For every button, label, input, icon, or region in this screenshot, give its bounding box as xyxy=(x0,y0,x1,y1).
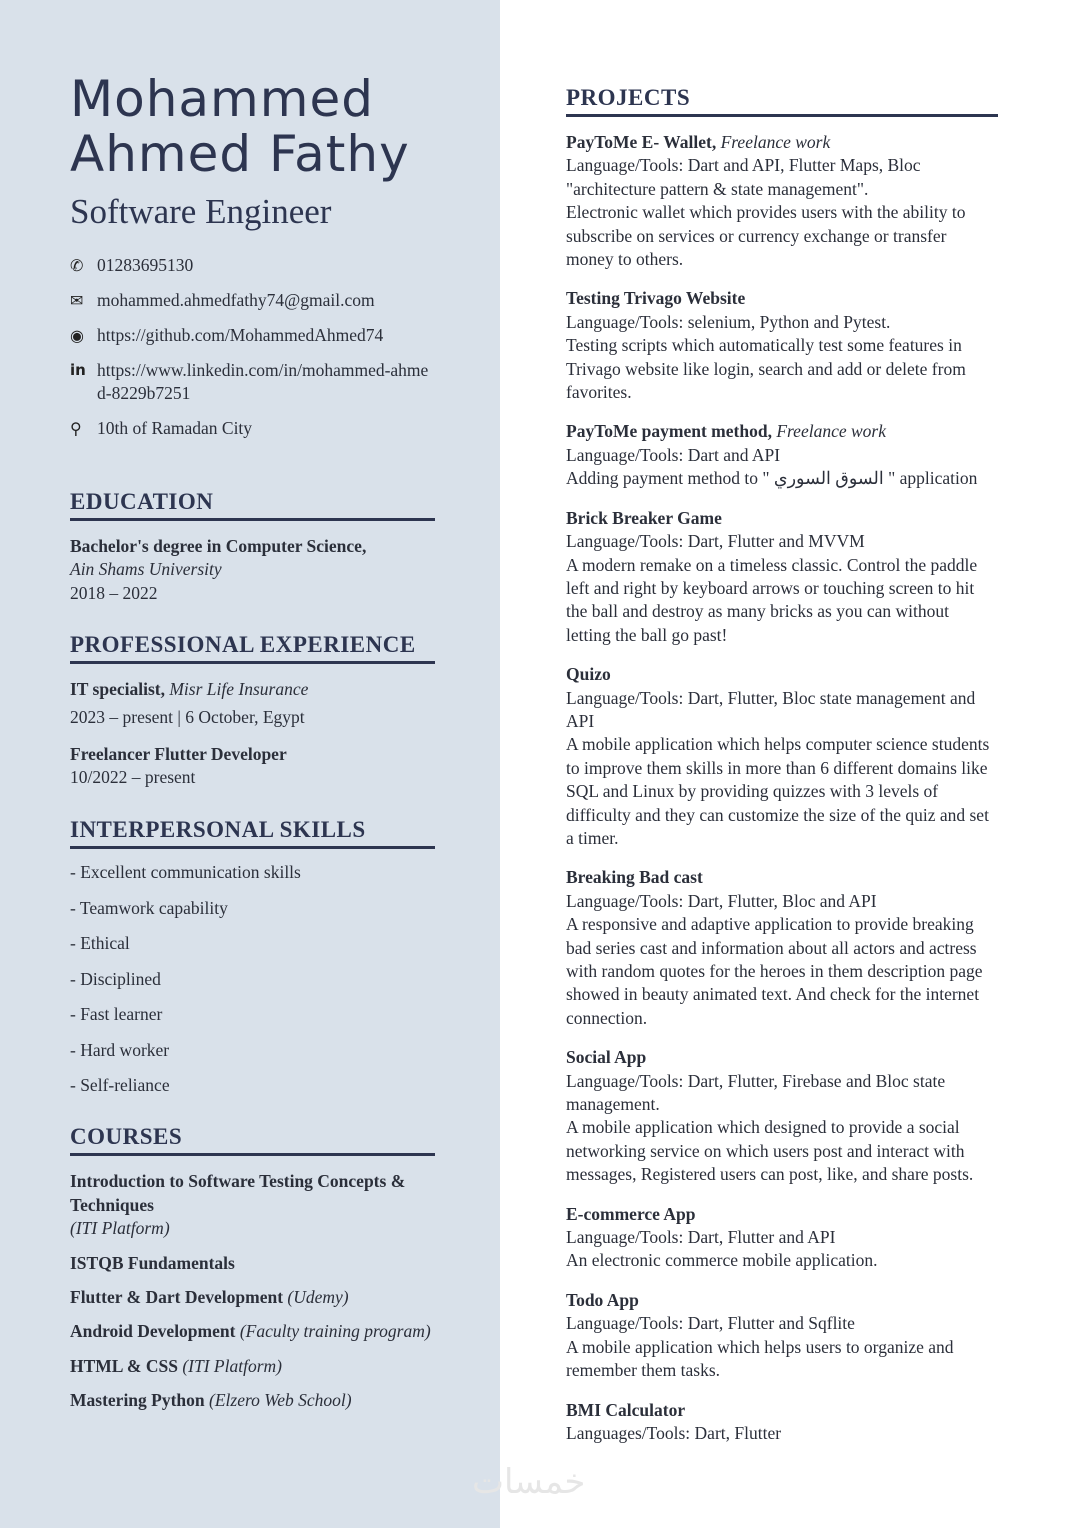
course-provider: (ITI Platform) xyxy=(70,1218,170,1239)
project-tag: Freelance work xyxy=(720,132,831,152)
job-title: Software Engineer xyxy=(70,192,332,231)
job-title: IT specialist, xyxy=(70,679,165,700)
contact-github xyxy=(70,324,435,347)
project-title: PayToMe payment method, xyxy=(566,421,772,442)
phone-number: 01283695130 xyxy=(97,255,194,275)
courses-section xyxy=(70,1123,435,1412)
section-heading: PROFESSIONAL EXPERIENCE xyxy=(70,631,435,664)
course-item xyxy=(70,1320,435,1343)
project-title: E-commerce App xyxy=(566,1203,696,1224)
course-title: HTML & CSS xyxy=(70,1355,178,1376)
name-line: Mohammed xyxy=(70,70,374,128)
project-description: An electronic commerce mobile application. xyxy=(566,1250,878,1271)
section-heading: INTERPERSONAL SKILLS xyxy=(70,816,435,849)
project-title: Quizo xyxy=(566,664,611,685)
project-item xyxy=(566,1289,998,1383)
email-icon: ✉ xyxy=(70,291,84,310)
course-item xyxy=(70,1389,435,1412)
course-item xyxy=(70,1252,435,1275)
project-title: Social App xyxy=(566,1047,647,1068)
project-description: Language/Tools: Dart and API, Flutter Maps, Bloc "architecture pattern & state management". xyxy=(566,155,921,199)
project-description: Language/Tools: Dart, Flutter and MVVM xyxy=(566,531,865,552)
github-icon: ◉ xyxy=(70,326,84,345)
project-header xyxy=(566,663,998,686)
project-item xyxy=(566,1399,998,1446)
section-heading: EDUCATION xyxy=(70,488,435,521)
project-title: Todo App xyxy=(566,1289,639,1310)
project-header xyxy=(566,1203,998,1226)
linkedin-icon: in xyxy=(70,361,86,379)
skill-item: - Teamwork capability xyxy=(70,897,228,918)
project-description: Language/Tools: Dart, Flutter, Bloc state management and API xyxy=(566,687,976,731)
name-line: Ahmed Fathy xyxy=(70,125,410,183)
project-description: Language/Tools: selenium, Python and Pytest. xyxy=(566,311,891,332)
location-icon: ⚲ xyxy=(70,419,82,438)
project-description: Language/Tools: Dart, Flutter, Bloc and API xyxy=(566,890,877,911)
job-details: 10/2022 – present xyxy=(70,767,196,788)
skill-item: - Excellent communication skills xyxy=(70,862,301,883)
sidebar-content xyxy=(70,72,435,1413)
project-header xyxy=(566,866,998,889)
project-header xyxy=(566,420,998,443)
project-item xyxy=(566,287,998,404)
course-item xyxy=(70,1170,435,1240)
school: Ain Shams University xyxy=(70,559,222,580)
project-item xyxy=(566,420,998,490)
contact-location xyxy=(70,417,435,440)
project-list xyxy=(566,131,998,1445)
section-heading: COURSES xyxy=(70,1123,435,1156)
location: 10th of Ramadan City xyxy=(97,418,253,438)
contact-phone xyxy=(70,254,435,277)
skill-item: - Hard worker xyxy=(70,1039,170,1060)
project-description: A modern remake on a timeless classic. Control the paddle left and right by keyboard arrows or touching screen to hit the ball and destroy as many bricks as you can without letting the ball go past! xyxy=(566,554,978,645)
job-title: Freelancer Flutter Developer xyxy=(70,744,287,765)
contact-list xyxy=(70,254,435,440)
project-description: A mobile application which helps users to organize and remember them tasks. xyxy=(566,1336,954,1381)
course-title: Introduction to Software Testing Concepts & Techniques xyxy=(70,1171,406,1215)
skill-item: - Fast learner xyxy=(70,1004,163,1025)
project-description: Electronic wallet which provides users with the ability to subscribe on services or currency exchange or transfer money to others. xyxy=(566,202,966,270)
job-details: 2023 – present | 6 October, Egypt xyxy=(70,706,305,727)
project-description: Language/Tools: Dart, Flutter, Firebase and Bloc state management. xyxy=(566,1070,946,1115)
project-header xyxy=(566,507,998,530)
experience-entry xyxy=(70,743,435,790)
skill-item: - Disciplined xyxy=(70,968,161,989)
project-description: A mobile application which helps computer science students to improve them skills in more than 6 different domains like SQL and Linux by providing quizzes with 3 levels of difficulty and they can customize the size of the quiz and set a timer. xyxy=(566,734,990,848)
skill-item: - Ethical xyxy=(70,933,130,954)
course-title: Mastering Python xyxy=(70,1390,205,1411)
phone-icon: ✆ xyxy=(70,256,84,275)
course-title: Flutter & Dart Development xyxy=(70,1286,284,1307)
course-provider: (Faculty training program) xyxy=(239,1321,431,1342)
experience-section xyxy=(70,631,435,790)
project-tag: Freelance work xyxy=(776,421,886,442)
project-description: Language/Tools: Dart, Flutter and Sqflite xyxy=(566,1313,855,1334)
skill-item: - Self-reliance xyxy=(70,1075,170,1096)
linkedin-link[interactable]: https://www.linkedin.com/in/mohammed-ahmed-8229b7251 xyxy=(97,360,429,403)
project-title: Breaking Bad cast xyxy=(566,867,703,888)
education-entry xyxy=(70,535,435,605)
project-title: PayToMe E- Wallet, xyxy=(566,132,717,152)
section-heading: PROJECTS xyxy=(566,84,998,117)
organization: Misr Life Insurance xyxy=(169,679,309,700)
course-item xyxy=(70,1355,435,1378)
education-section xyxy=(70,488,435,605)
course-title: ISTQB Fundamentals xyxy=(70,1252,235,1273)
project-description: Adding payment method to " السوق السوري " application xyxy=(566,468,978,489)
course-provider: (ITI Platform) xyxy=(182,1355,282,1376)
course-provider: (Udemy) xyxy=(287,1286,349,1307)
project-header xyxy=(566,1399,998,1422)
project-description: A mobile application which designed to provide a social networking service on which users post and interact with messages, Registered users can post, like, and share posts. xyxy=(566,1117,974,1185)
project-description: Language/Tools: Dart, Flutter and API xyxy=(566,1227,836,1248)
watermark-logo: خمسات xyxy=(472,1462,586,1502)
project-item xyxy=(566,1046,998,1186)
project-description: A responsive and adaptive application to provide breaking bad series cast and information about all actors and actress with random quotes for the heroes in them description page showed in beauty animated text. And check for the internet connection. xyxy=(566,914,983,1028)
project-item xyxy=(566,1203,998,1273)
project-item xyxy=(566,663,998,850)
project-description: Testing scripts which automatically test some features in Trivago website like login, search and add or delete from favorites. xyxy=(566,335,966,403)
experience-entry xyxy=(70,678,435,729)
years: 2018 – 2022 xyxy=(70,582,158,603)
project-header xyxy=(566,131,998,154)
project-header xyxy=(566,1046,998,1069)
project-item xyxy=(566,507,998,647)
project-header xyxy=(566,1289,998,1312)
contact-linkedin xyxy=(70,359,435,405)
github-link[interactable]: https://github.com/MohammedAhmed74 xyxy=(97,325,384,345)
project-item xyxy=(566,131,998,271)
course-provider: (Elzero Web School) xyxy=(209,1390,352,1411)
name xyxy=(70,72,435,182)
course-item xyxy=(70,1286,435,1309)
project-description: Language/Tools: Dart and API xyxy=(566,444,781,465)
skills-section xyxy=(70,816,435,1098)
project-header xyxy=(566,287,998,310)
degree: Bachelor's degree in Computer Science, xyxy=(70,536,367,556)
project-description: Languages/Tools: Dart, Flutter xyxy=(566,1422,782,1443)
project-title: BMI Calculator xyxy=(566,1399,686,1420)
project-title: Testing Trivago Website xyxy=(566,288,746,309)
project-item xyxy=(566,866,998,1030)
project-title: Brick Breaker Game xyxy=(566,507,722,528)
projects-section xyxy=(566,84,998,1445)
contact-email xyxy=(70,289,435,312)
email-link[interactable]: mohammed.ahmedfathy74@gmail.com xyxy=(97,290,375,310)
course-title: Android Development xyxy=(70,1321,236,1342)
